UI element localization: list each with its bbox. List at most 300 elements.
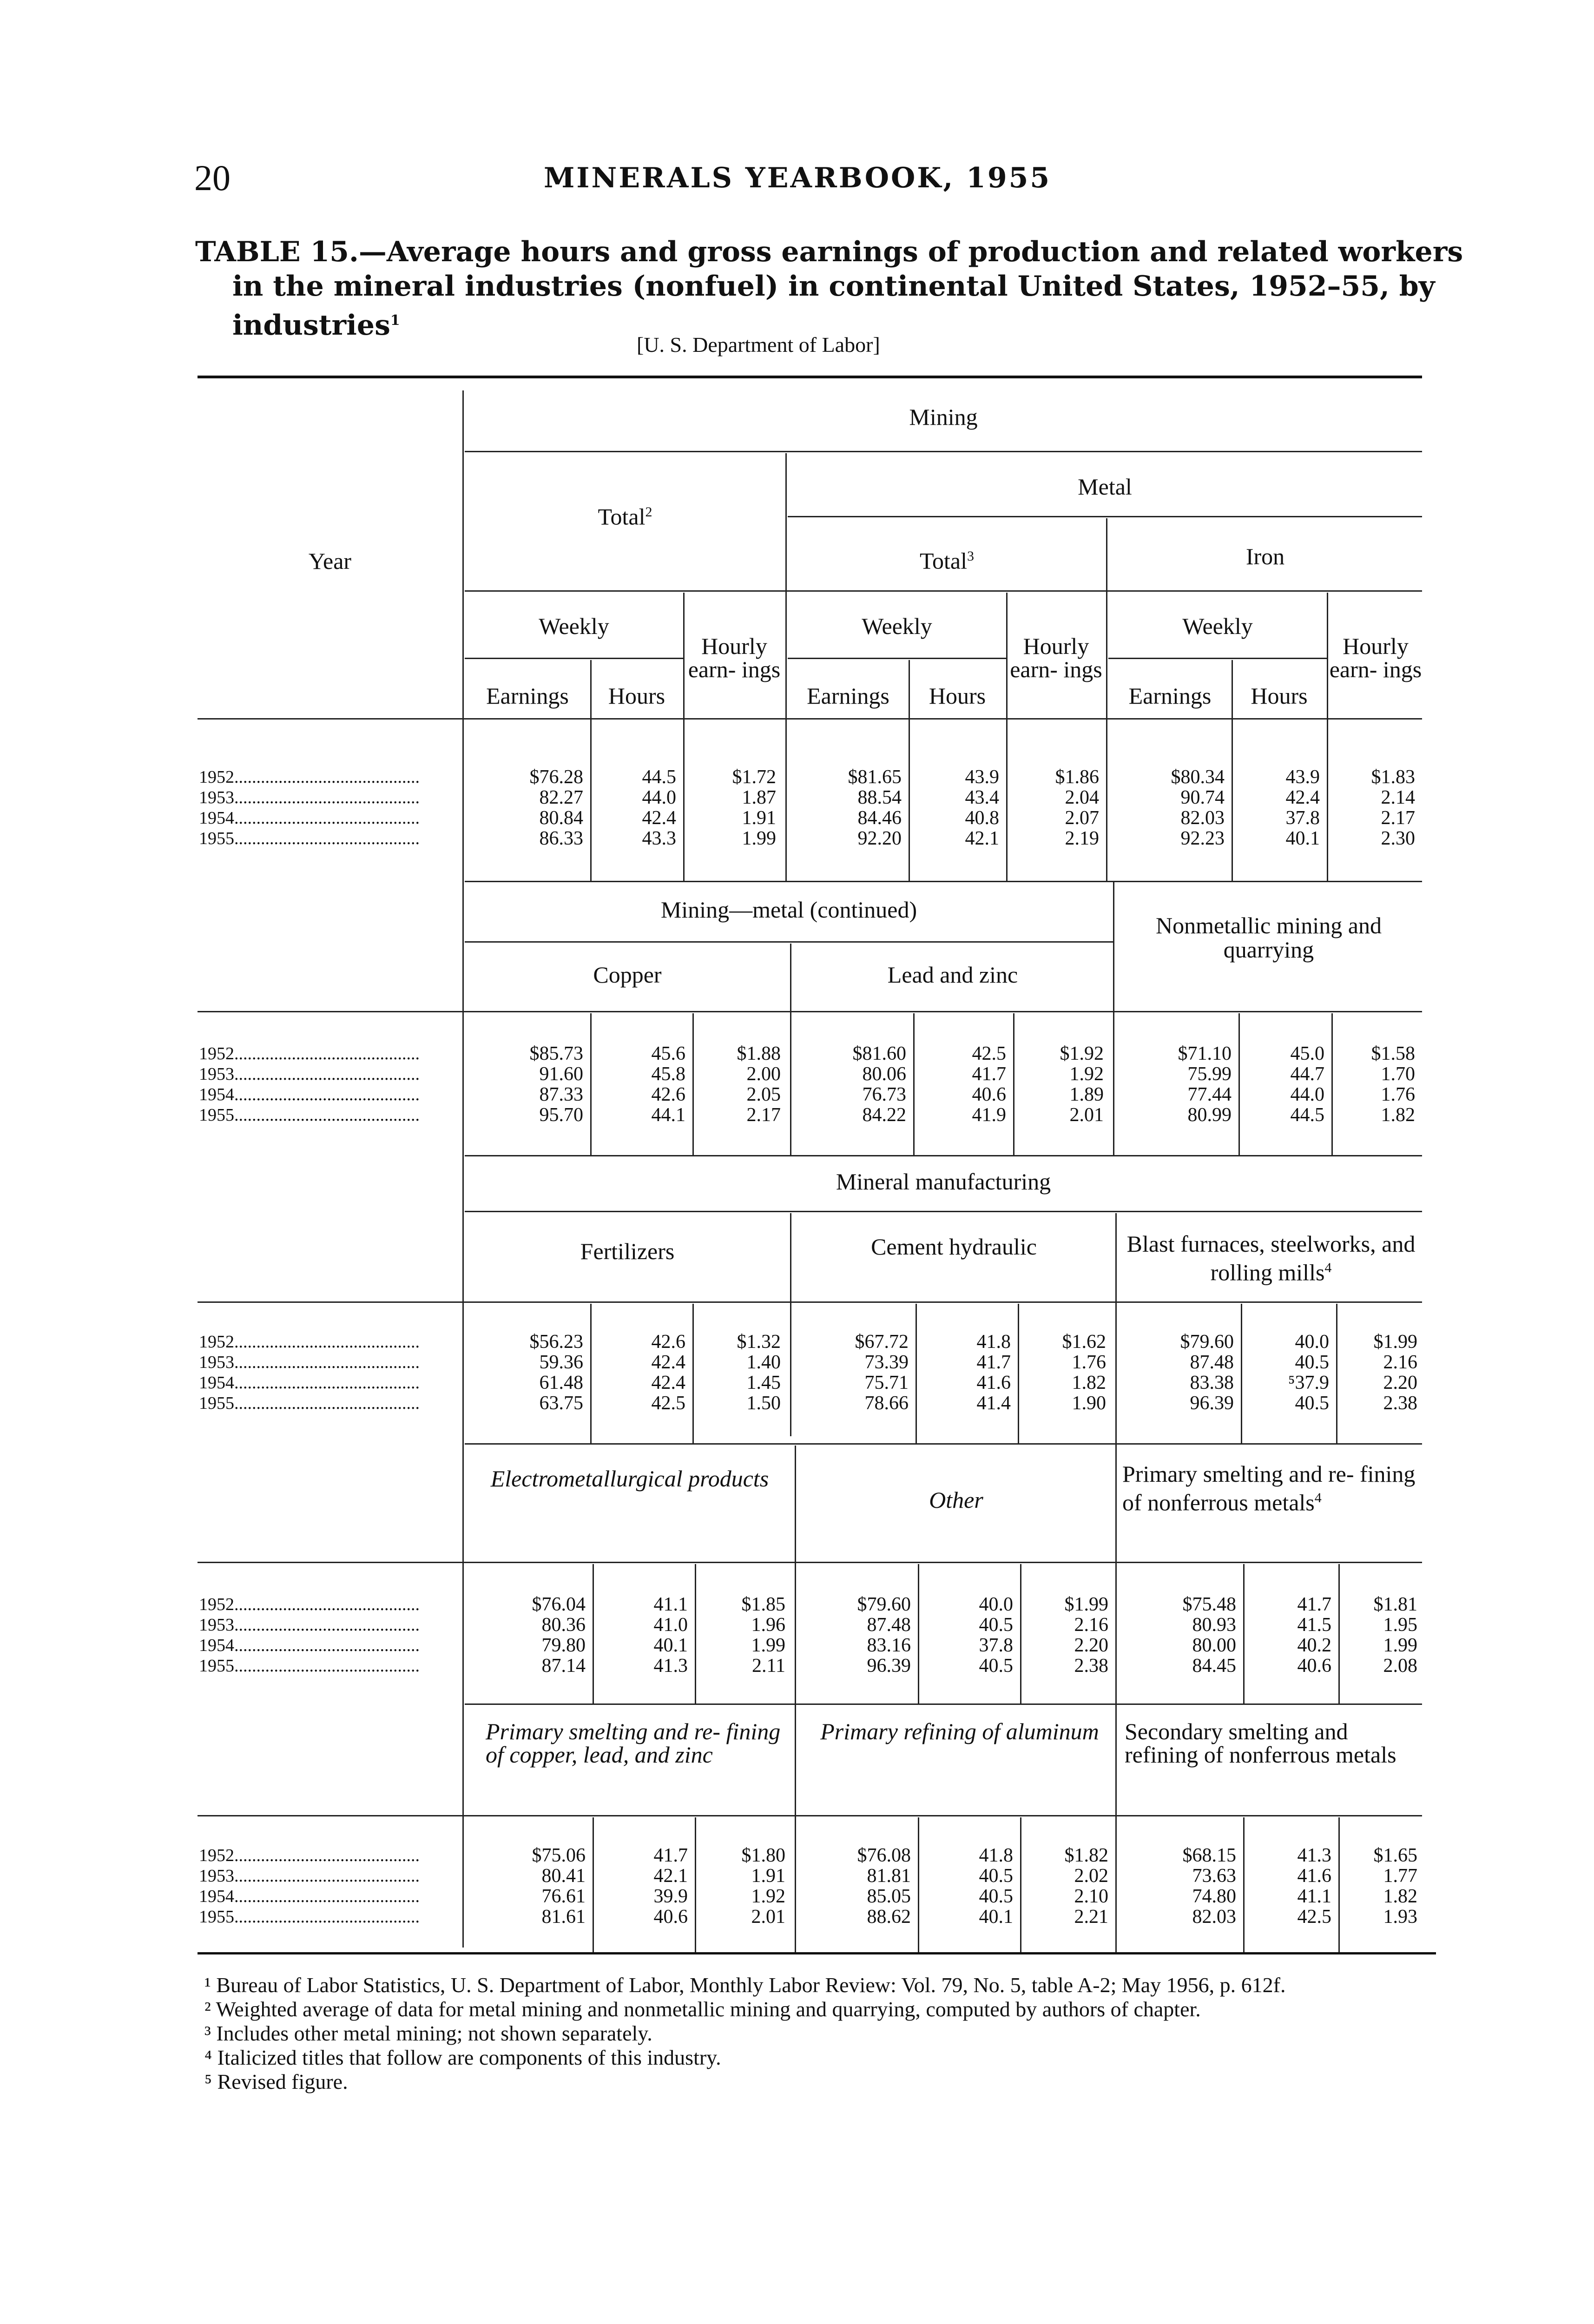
table-cell: 41.6: [976, 1372, 1011, 1393]
hours-column: [918, 1332, 1011, 1413]
table-cell: 87.48: [1190, 1352, 1234, 1373]
table-cell: 85.05: [867, 1886, 911, 1907]
hours-column: [1238, 1845, 1331, 1927]
table-cell: 75.99: [1187, 1063, 1232, 1085]
table-cell: $1.62: [1062, 1331, 1106, 1353]
table-cell: 45.8: [651, 1063, 685, 1085]
table-cell: 39.9: [653, 1886, 688, 1907]
earnings-column: [818, 1845, 911, 1927]
table-cell: 41.5: [1297, 1614, 1331, 1636]
table-cell: 1.91: [742, 807, 776, 829]
primary-copper-header: Primary smelting and re- fining of copper, lead, and zinc: [486, 1718, 781, 1768]
hours-column: [920, 1594, 1013, 1676]
year-label: 1953..........................................: [199, 1353, 420, 1372]
table-cell: 44.0: [642, 787, 676, 808]
year-column-separator: [462, 390, 464, 1948]
rule: [590, 1013, 592, 1155]
table-cell: 80.36: [541, 1614, 586, 1636]
table-cell: 43.3: [642, 828, 676, 849]
hourly-column: [1011, 1043, 1104, 1125]
running-head: MINERALS YEARBOOK, 1955: [544, 162, 1052, 194]
table-cell: 87.48: [867, 1614, 911, 1636]
table-cell: 2.21: [1074, 1906, 1108, 1928]
hours-column: [1227, 767, 1320, 849]
cement-header: Cement hydraulic: [871, 1234, 1037, 1260]
table-cell: 45.0: [1290, 1043, 1324, 1064]
table-cell: 1.96: [751, 1614, 785, 1636]
rule: [918, 1817, 919, 1952]
year-column: [199, 1332, 464, 1413]
hours-header: Hours: [608, 683, 665, 709]
table-cell: 45.6: [651, 1043, 685, 1064]
year-label: 1954..........................................: [199, 1887, 420, 1906]
blast-furnaces-header: Blast furnaces, steelworks, and rolling mills$^4$: [1126, 1231, 1416, 1286]
hours-column: [920, 1845, 1013, 1927]
rule: [465, 1155, 1422, 1156]
hourly-column: [1015, 1845, 1108, 1927]
weekly-header: Weekly: [862, 613, 932, 639]
hours-column: [593, 1043, 685, 1125]
table-cell: 1.99: [742, 828, 776, 849]
table-cell: 2.19: [1065, 828, 1099, 849]
table-cell: 80.84: [539, 807, 583, 829]
table-cell: $76.04: [532, 1594, 586, 1615]
hourly-column: [1324, 1332, 1417, 1413]
table-cell: ⁵37.9: [1288, 1372, 1329, 1393]
hourly-earnings-header: Hourly earn- ings: [688, 633, 781, 682]
table-cell: 42.6: [651, 1331, 685, 1353]
table-cell: $1.99: [1064, 1594, 1108, 1615]
rule: [788, 516, 1422, 517]
table-cell: 1.93: [1383, 1906, 1417, 1928]
table-cell: 86.33: [539, 828, 583, 849]
rule: [916, 1304, 917, 1443]
table-cell: 42.4: [642, 807, 676, 829]
earnings-column: [490, 1332, 583, 1413]
rule: [465, 1443, 1422, 1445]
table-cell: 1.82: [1072, 1372, 1106, 1393]
table-cell: 96.39: [1190, 1393, 1234, 1414]
bottom-rule: [198, 1952, 1436, 1954]
table-cell: 96.39: [867, 1655, 911, 1677]
table-cell: 2.38: [1383, 1393, 1417, 1414]
table-cell: 84.22: [862, 1104, 906, 1126]
table-cell: 82.03: [1192, 1906, 1236, 1928]
table-cell: 83.38: [1190, 1372, 1234, 1393]
table-cell: 73.39: [864, 1352, 909, 1373]
rule: [198, 1301, 1422, 1303]
table-cell: 2.08: [1383, 1655, 1417, 1677]
metal-header: Metal: [1078, 474, 1132, 500]
table-cell: 40.5: [979, 1886, 1013, 1907]
table-cell: 40.8: [965, 807, 999, 829]
table-cell: 74.80: [1192, 1886, 1236, 1907]
rule: [465, 941, 1113, 943]
table-cell: 82.03: [1180, 807, 1225, 829]
table-cell: $68.15: [1182, 1845, 1236, 1866]
table-cell: 1.70: [1381, 1063, 1415, 1085]
table-cell: $76.28: [529, 766, 583, 788]
earnings-header: Earnings: [1128, 683, 1212, 709]
table-cell: 41.8: [976, 1331, 1011, 1353]
earnings-column: [493, 1845, 586, 1927]
table-cell: 40.6: [653, 1906, 688, 1928]
table-cell: 40.6: [972, 1084, 1006, 1105]
hourly-column: [688, 1043, 781, 1125]
earnings-column: [1143, 1594, 1236, 1676]
footnote-mark: 1: [390, 312, 400, 329]
table-cell: $1.86: [1055, 766, 1099, 788]
table-cell: 1.87: [742, 787, 776, 808]
year-column: [199, 1043, 464, 1125]
table-cell: 44.0: [1290, 1084, 1324, 1105]
hours-column: [593, 1332, 685, 1413]
table-cell: $56.23: [529, 1331, 583, 1353]
rule: [198, 1815, 1422, 1816]
rule: [198, 1562, 1422, 1563]
year-label: 1952..........................................: [199, 1044, 420, 1063]
top-rule: [198, 376, 1422, 378]
table-cell: 80.00: [1192, 1635, 1236, 1656]
rule: [785, 453, 787, 881]
table-cell: 1.92: [1069, 1063, 1104, 1085]
earnings-header: Earnings: [486, 683, 569, 709]
electrometallurgical-header: Electrometallurgical products: [490, 1466, 769, 1492]
year-label: 1955..........................................: [199, 1393, 420, 1413]
table-cell: 2.16: [1074, 1614, 1108, 1636]
hourly-column: [1322, 767, 1415, 849]
table-cell: 1.76: [1072, 1352, 1106, 1373]
table-cell: 43.9: [1285, 766, 1320, 788]
table-cell: 80.93: [1192, 1614, 1236, 1636]
table-cell: 40.0: [979, 1594, 1013, 1615]
table-cell: 41.4: [976, 1393, 1011, 1414]
table-cell: 43.4: [965, 787, 999, 808]
table-cell: $81.60: [852, 1043, 906, 1064]
table-cell: 40.5: [979, 1614, 1013, 1636]
table-cell: 44.5: [1290, 1104, 1324, 1126]
table-cell: 44.1: [651, 1104, 685, 1126]
table-cell: 41.6: [1297, 1865, 1331, 1887]
table-cell: 41.9: [972, 1104, 1006, 1126]
hourly-earnings-header: Hourly earn- ings: [1329, 633, 1422, 682]
rule: [795, 1446, 796, 1952]
table-cell: $1.65: [1373, 1845, 1417, 1866]
table-cell: 40.5: [1295, 1393, 1329, 1414]
table-cell: 90.74: [1180, 787, 1225, 808]
footnote-4: ⁴ Italicized titles that follow are components of this industry.: [204, 2046, 721, 2069]
table-cell: $1.81: [1373, 1594, 1417, 1615]
hours-column: [1232, 1043, 1324, 1125]
earnings-column: [490, 767, 583, 849]
table-cell: 2.10: [1074, 1886, 1108, 1907]
table-title: [195, 235, 1469, 343]
table-cell: 41.7: [1297, 1594, 1331, 1615]
nonmetallic-header: Nonmetallic mining and quarrying: [1155, 912, 1382, 963]
table-cell: 40.5: [979, 1655, 1013, 1677]
year-label: 1954..........................................: [199, 1373, 420, 1393]
table-cell: 2.02: [1074, 1865, 1108, 1887]
footnote-1: ¹ Bureau of Labor Statistics, U. S. Department of Labor, Monthly Labor Review: Vol. 79, No. 5, table A-2; May 1956, p. 612f.: [204, 1973, 1286, 1997]
year-label: 1953..........................................: [199, 1064, 420, 1084]
hours-column: [1238, 1594, 1331, 1676]
table-cell: 42.5: [972, 1043, 1006, 1064]
earnings-column: [813, 1043, 906, 1125]
iron-header: Iron: [1245, 543, 1285, 569]
table-cell: 1.77: [1383, 1865, 1417, 1887]
table-cell: 61.48: [539, 1372, 583, 1393]
year-label: 1953..........................................: [199, 1866, 420, 1886]
table-cell: 2.30: [1381, 828, 1415, 849]
table-cell: $1.72: [732, 766, 776, 788]
table-title-text: TABLE 15.—Average hours and gross earnings of production and related workers in the mineral industries (nonfuel) in continental United States, 1952–55, by industries: [195, 236, 1463, 342]
table-cell: 1.45: [746, 1372, 781, 1393]
hourly-column: [1324, 1845, 1417, 1927]
hours-column: [906, 767, 999, 849]
footnote-5: ⁵ Revised figure.: [204, 2070, 348, 2093]
table-cell: 2.05: [746, 1084, 781, 1105]
table-cell: 2.01: [751, 1906, 785, 1928]
hours-column: [595, 1594, 688, 1676]
table-cell: 2.20: [1383, 1372, 1417, 1393]
secondary-header: Secondary smelting and refining of nonferrous metals: [1125, 1718, 1396, 1768]
earnings-column: [809, 767, 902, 849]
hourly-column: [1324, 1594, 1417, 1676]
table-cell: $71.10: [1178, 1043, 1232, 1064]
table-cell: 2.20: [1074, 1635, 1108, 1656]
table-cell: 75.71: [864, 1372, 909, 1393]
hourly-column: [688, 1332, 781, 1413]
table-cell: 2.14: [1381, 787, 1415, 808]
rule: [790, 1213, 791, 1436]
table-cell: 1.92: [751, 1886, 785, 1907]
table-cell: 41.1: [1297, 1886, 1331, 1907]
earnings-column: [1143, 1845, 1236, 1927]
other-header: Other: [929, 1487, 983, 1513]
table-source: [U. S. Department of Labor]: [637, 333, 880, 357]
table-cell: 2.17: [1381, 807, 1415, 829]
hourly-earnings-header: Hourly earn- ings: [1010, 633, 1102, 682]
total-metal-header: Total$^3$: [919, 548, 975, 574]
table-cell: 76.73: [862, 1084, 906, 1105]
page-number: 20: [194, 158, 231, 198]
mining-metal-continued-header: Mining—metal (continued): [660, 897, 917, 923]
table-cell: 92.23: [1180, 828, 1225, 849]
rule: [465, 881, 1422, 882]
table-cell: $1.83: [1371, 766, 1415, 788]
year-label: 1955..........................................: [199, 1105, 420, 1125]
table-cell: 2.16: [1383, 1352, 1417, 1373]
rule: [1113, 881, 1114, 1155]
table-cell: $85.73: [529, 1043, 583, 1064]
table-cell: 40.1: [653, 1635, 688, 1656]
table-cell: 42.5: [651, 1393, 685, 1414]
primary-nonferrous-header: Primary smelting and re- fining of nonferrous metals$^4$: [1122, 1461, 1416, 1516]
footnote-3: ³ Includes other metal mining; not shown separately.: [204, 2021, 652, 2045]
rule: [788, 658, 1006, 659]
rule: [465, 1703, 1422, 1705]
table-cell: 80.41: [541, 1865, 586, 1887]
table-cell: 81.61: [541, 1906, 586, 1928]
rule: [590, 1304, 592, 1443]
year-label: 1954..........................................: [199, 1085, 420, 1104]
table-cell: 42.1: [965, 828, 999, 849]
hourly-column: [1006, 767, 1099, 849]
rule: [198, 1011, 1422, 1012]
rule: [1115, 1213, 1117, 1952]
weekly-header: Weekly: [1182, 613, 1253, 639]
table-cell: 2.17: [746, 1104, 781, 1126]
year-label: 1955..........................................: [199, 1907, 420, 1927]
year-label: 1953..........................................: [199, 788, 420, 807]
table-cell: 40.1: [1285, 828, 1320, 849]
rule: [1106, 518, 1107, 881]
earnings-column: [816, 1332, 909, 1413]
table-cell: 42.4: [1285, 787, 1320, 808]
table-cell: 78.66: [864, 1393, 909, 1414]
table-cell: $79.60: [857, 1594, 911, 1615]
table-cell: 84.46: [857, 807, 902, 829]
table-cell: 40.1: [979, 1906, 1013, 1928]
fertilizers-header: Fertilizers: [580, 1238, 675, 1264]
table-cell: 80.99: [1187, 1104, 1232, 1126]
table-cell: 77.44: [1187, 1084, 1232, 1105]
table-cell: $1.58: [1371, 1043, 1415, 1064]
table-cell: 1.82: [1381, 1104, 1415, 1126]
table-cell: 1.89: [1069, 1084, 1104, 1105]
table-cell: 2.00: [746, 1063, 781, 1085]
year-label: 1955..........................................: [199, 829, 420, 848]
table-cell: $1.85: [741, 1594, 785, 1615]
table-cell: 82.27: [539, 787, 583, 808]
hours-column: [1236, 1332, 1329, 1413]
table-cell: 42.6: [651, 1084, 685, 1105]
table-cell: 1.99: [751, 1635, 785, 1656]
hourly-column: [1013, 1332, 1106, 1413]
year-label: 1955..........................................: [199, 1656, 420, 1676]
table-cell: 1.82: [1383, 1886, 1417, 1907]
rule: [465, 451, 1422, 452]
hours-column: [913, 1043, 1006, 1125]
rule: [198, 718, 1422, 720]
table-cell: 43.9: [965, 766, 999, 788]
table-cell: 73.63: [1192, 1865, 1236, 1887]
year-column: [199, 767, 464, 849]
table-cell: 83.16: [867, 1635, 911, 1656]
year-label: 1953..........................................: [199, 1615, 420, 1635]
earnings-column: [818, 1594, 911, 1676]
table-cell: $1.99: [1373, 1331, 1417, 1353]
year-column: [199, 1845, 464, 1927]
earnings-column: [1141, 1332, 1234, 1413]
table-cell: 41.3: [653, 1655, 688, 1677]
hourly-column: [683, 767, 776, 849]
table-cell: 1.50: [746, 1393, 781, 1414]
table-cell: 2.38: [1074, 1655, 1108, 1677]
table-cell: 41.7: [972, 1063, 1006, 1085]
rule: [465, 590, 1422, 592]
hourly-column: [692, 1594, 785, 1676]
table-cell: 2.01: [1069, 1104, 1104, 1126]
mineral-manufacturing-header: Mineral manufacturing: [836, 1169, 1051, 1195]
footnote-2: ² Weighted average of data for metal mining and nonmetallic mining and quarrying, computed by authors of chapter.: [204, 1997, 1201, 2021]
year-label: 1952..........................................: [199, 1332, 420, 1352]
hourly-column: [1015, 1594, 1108, 1676]
table-cell: 95.70: [539, 1104, 583, 1126]
year-label: 1954..........................................: [199, 808, 420, 828]
table-cell: $1.88: [737, 1043, 781, 1064]
hourly-column: [1322, 1043, 1415, 1125]
hourly-column: [692, 1845, 785, 1927]
hours-header: Hours: [929, 683, 986, 709]
table-cell: 2.04: [1065, 787, 1099, 808]
hours-header: Hours: [1251, 683, 1308, 709]
table-cell: $1.82: [1064, 1845, 1108, 1866]
table-cell: 41.0: [653, 1614, 688, 1636]
table-cell: 1.40: [746, 1352, 781, 1373]
hours-column: [595, 1845, 688, 1927]
rule: [593, 1817, 594, 1952]
table-cell: $67.72: [855, 1331, 909, 1353]
table-cell: 63.75: [539, 1393, 583, 1414]
table-cell: $75.48: [1182, 1594, 1236, 1615]
earnings-header: Earnings: [807, 683, 889, 709]
year-label: 1954..........................................: [199, 1636, 420, 1655]
table-cell: 37.8: [1285, 807, 1320, 829]
table-cell: $75.06: [532, 1845, 586, 1866]
table-cell: 40.5: [1295, 1352, 1329, 1373]
earnings-column: [493, 1594, 586, 1676]
table-cell: 87.14: [541, 1655, 586, 1677]
table-cell: 92.20: [857, 828, 902, 849]
rule: [465, 1211, 1422, 1212]
table-cell: 44.7: [1290, 1063, 1324, 1085]
footnotes: [204, 1973, 1441, 2094]
table-cell: $81.65: [848, 766, 902, 788]
table-cell: $1.80: [741, 1845, 785, 1866]
table-cell: 41.3: [1297, 1845, 1331, 1866]
table-cell: $79.60: [1180, 1331, 1234, 1353]
hours-column: [583, 767, 676, 849]
year-column: [199, 1594, 464, 1676]
rule: [918, 1564, 919, 1703]
table-cell: 41.8: [979, 1845, 1013, 1866]
table-cell: 44.5: [642, 766, 676, 788]
table-cell: 76.61: [541, 1886, 586, 1907]
copper-header: Copper: [593, 962, 662, 988]
table-cell: 41.7: [976, 1352, 1011, 1373]
table-cell: 2.07: [1065, 807, 1099, 829]
table-cell: 91.60: [539, 1063, 583, 1085]
year-label: 1952..........................................: [199, 1595, 420, 1614]
earnings-column: [1139, 1043, 1232, 1125]
table-cell: 80.06: [862, 1063, 906, 1085]
table-cell: 2.11: [752, 1655, 785, 1677]
weekly-header: Weekly: [539, 613, 609, 639]
table-cell: 1.91: [751, 1865, 785, 1887]
earnings-column: [1132, 767, 1225, 849]
rule: [1108, 658, 1327, 659]
table-cell: 1.76: [1381, 1084, 1415, 1105]
table-cell: 40.2: [1297, 1635, 1331, 1656]
table-cell: 1.95: [1383, 1614, 1417, 1636]
table-cell: 59.36: [539, 1352, 583, 1373]
table-cell: 41.1: [653, 1594, 688, 1615]
year-label: 1952..........................................: [199, 767, 420, 787]
table-cell: 1.90: [1072, 1393, 1106, 1414]
rule: [465, 658, 683, 659]
table-cell: 42.4: [651, 1352, 685, 1373]
